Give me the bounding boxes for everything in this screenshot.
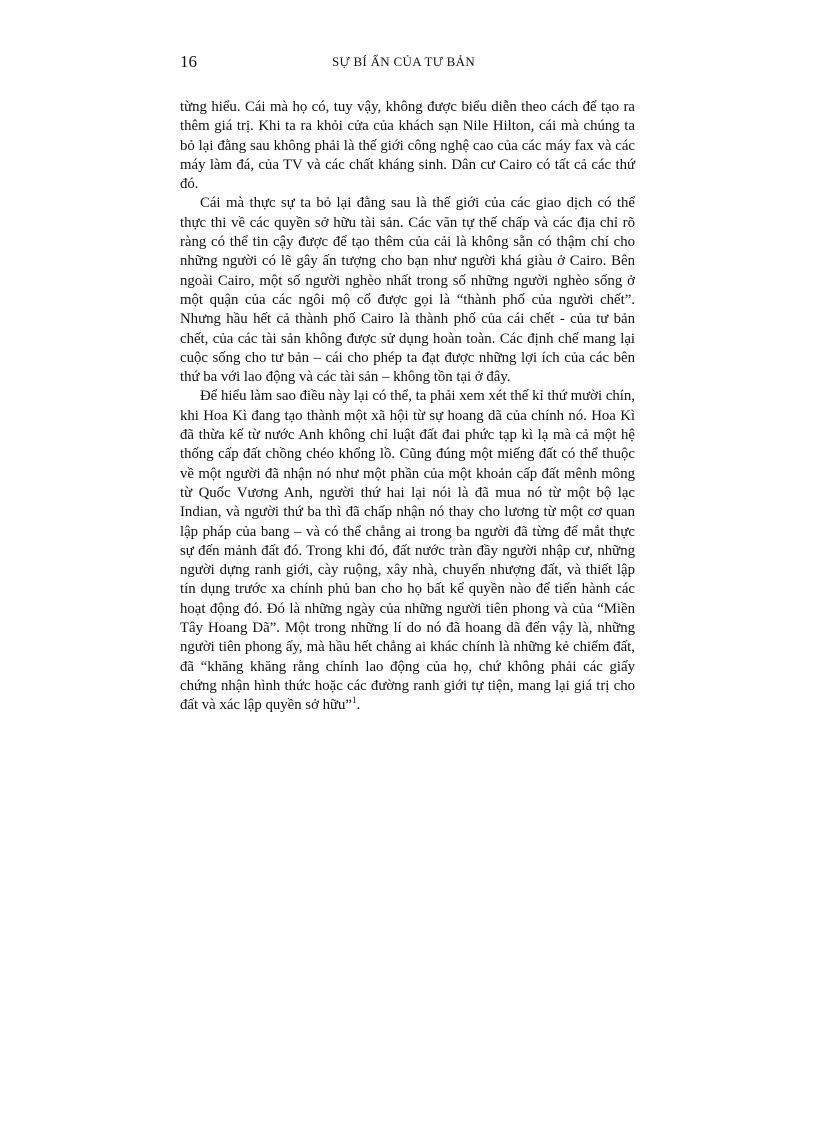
paragraph-last [180, 387, 635, 715]
paragraph-terminator: . [356, 697, 361, 714]
paragraph: từng hiểu. Cái mà họ có, tuy vậy, không được biểu diễn theo cách để tạo ra thêm giá trị. Khi ta ra khỏi cửa của khách sạn Nile Hilton, cái mà chúng ta bỏ lại đằng sau không phải là thế giới công nghệ cao của các máy fax và các máy làm đá, của TV và các chất kháng sinh. Dân cư Cairo có tất cả các thứ đó. [180, 99, 635, 193]
body-text [180, 98, 635, 716]
paragraph: Cái mà thực sự ta bỏ lại đằng sau là thế giới của các giao dịch có thể thực thi về các quyền sở hữu tài sản. Các văn tự thế chấp và các địa chỉ rõ ràng có thể tin cậy được để tạo thêm của cải là không sẵn có thậm chí cho những người có lẽ gây ấn tượng cho bạn như người khá giàu ở Cairo. Bên ngoài Cairo, một số người nghèo nhất trong số những người nghèo sống ở một quận của các ngôi mộ cổ được gọi là “thành phố của người chết”. Nhưng hầu hết cả thành phố Cairo là thành phố của cái chết - của tư bản chết, của các tài sản không được sử dụng hoàn toàn. Các định chế mang lại cuộc sống cho tư bản – cái cho phép ta đạt được những lợi ích của các bên thứ ba với lao động và các tài sản – không tồn tại ở đây. [180, 195, 635, 386]
running-title: SỰ BÍ ẨN CỦA TƯ BẢN [332, 54, 476, 69]
footnote-reference[interactable]: 1 [351, 695, 357, 706]
paragraph-text: Để hiểu làm sao điều này lại có thể, ta phải xem xét thế kỉ thứ mười chín, khi Hoa Kì đang tạo thành một xã hội từ sự hoang dã của chính nó. Hoa Kì đã thừa kế từ nước Anh không chỉ luật đất đai phức tạp kì lạ mà cả một hệ thống cấp đất chồng chéo khổng lồ. Cũng đúng một miếng đất có thể thuộc về một người đã nhận nó như một phần của một khoản cấp đất mênh mông từ Quốc Vương Anh, người thứ hai lại nói là đã mua nó từ một bộ lạc Indian, và người thứ ba thì đã chấp nhận nó thay cho lương từ một cơ quan lập pháp của bang – và có thể chẳng ai trong ba người đã từng để mắt thực sự đến mảnh đất đó. Trong khi đó, đất nước tràn đầy người nhập cư, những người dựng ranh giới, cày ruộng, xây nhà, chuyển nhượng đất, và thiết lập tín dụng trước xa chính phủ ban cho họ bất kể quyền nào để tiến hành các hoạt động đó. Đó là những ngày của những người tiên phong và của “Miền Tây Hoang Dã”. Một trong những lí do nó đã hoang dã đến vậy là, những người tiên phong ấy, mà hầu hết chẳng ai khác chính là những kẻ chiếm đất, đã “khăng khăng rằng chính lao động của họ, chứ không phải các giấy chứng nhận hình thức hoặc các đường ranh giới tự tiện, mang lại giá trị cho đất và xác lập quyền sở hữu” [180, 388, 635, 714]
page-number: 16 [180, 52, 197, 71]
